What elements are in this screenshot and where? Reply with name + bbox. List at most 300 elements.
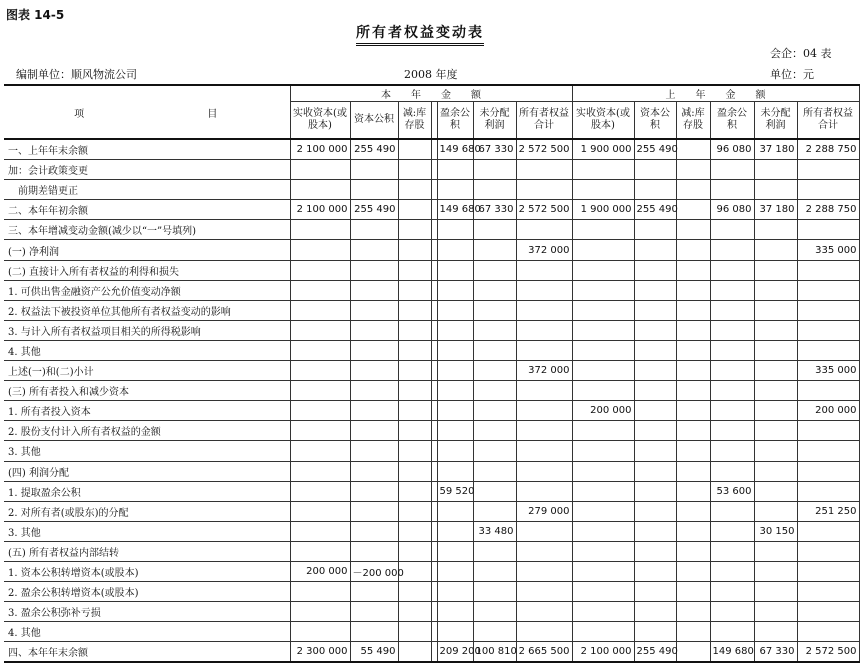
cell-current-treasury-stock — [398, 240, 431, 260]
table-row — [4, 541, 859, 561]
cell-prior-treasury-stock — [676, 541, 710, 561]
cell-current-treasury-stock — [398, 200, 431, 220]
cell-prior-total-equity — [797, 541, 859, 561]
cell-current-total-equity — [516, 260, 572, 280]
cell-current-paid-in-capital — [290, 602, 350, 622]
cell-current-capital-reserve: 255 490 — [350, 139, 398, 160]
cell-prior-capital-reserve — [634, 622, 676, 642]
cell-prior-paid-in-capital: 200 000 — [572, 401, 634, 421]
cell-current-paid-in-capital — [290, 220, 350, 240]
table-row — [4, 220, 859, 240]
cell-current-undistributed-profit — [473, 180, 516, 200]
cell-current-surplus-reserve — [437, 622, 473, 642]
col-header-total-equity: 所有者权益合计 — [516, 102, 572, 140]
cell-current-undistributed-profit — [473, 602, 516, 622]
cell-current-capital-reserve — [350, 180, 398, 200]
cell-prior-paid-in-capital — [572, 421, 634, 441]
current-year-header: 本 年 金 额 — [290, 85, 572, 102]
cell-prior-paid-in-capital — [572, 300, 634, 320]
cell-current-surplus-reserve — [437, 541, 473, 561]
cell-current-capital-reserve — [350, 300, 398, 320]
cell-current-total-equity — [516, 421, 572, 441]
cell-current-surplus-reserve — [437, 260, 473, 280]
table-row — [4, 461, 859, 481]
cell-current-total-equity: 372 000 — [516, 240, 572, 260]
col-header-capital-reserve-prior: 资本公积 — [634, 102, 676, 140]
row-label: 上述(一)和(二)小计 — [4, 361, 290, 381]
cell-current-surplus-reserve — [437, 521, 473, 541]
row-label: 2. 股份支付计入所有者权益的金额 — [4, 421, 290, 441]
cell-current-undistributed-profit — [473, 340, 516, 360]
cell-current-surplus-reserve: 149 680 — [437, 200, 473, 220]
cell-prior-surplus-reserve — [710, 160, 754, 180]
cell-current-undistributed-profit — [473, 240, 516, 260]
cell-prior-surplus-reserve — [710, 180, 754, 200]
cell-current-total-equity — [516, 521, 572, 541]
table-row — [4, 481, 859, 501]
cell-prior-total-equity: 335 000 — [797, 361, 859, 381]
row-label: 1. 所有者投入资本 — [4, 401, 290, 421]
col-header-treasury-stock: 减:库存股 — [398, 102, 431, 140]
cell-current-surplus-reserve — [437, 180, 473, 200]
cell-prior-undistributed-profit — [754, 421, 797, 441]
cell-prior-surplus-reserve: 149 680 — [710, 642, 754, 663]
cell-prior-total-equity — [797, 260, 859, 280]
cell-current-treasury-stock — [398, 280, 431, 300]
cell-prior-surplus-reserve — [710, 521, 754, 541]
cell-current-undistributed-profit — [473, 401, 516, 421]
cell-prior-treasury-stock — [676, 421, 710, 441]
table-row — [4, 561, 859, 581]
cell-prior-undistributed-profit: 37 180 — [754, 139, 797, 160]
cell-prior-total-equity — [797, 441, 859, 461]
cell-prior-surplus-reserve — [710, 320, 754, 340]
cell-prior-total-equity: 2 288 750 — [797, 200, 859, 220]
cell-prior-surplus-reserve — [710, 421, 754, 441]
cell-prior-total-equity — [797, 461, 859, 481]
cell-prior-total-equity — [797, 220, 859, 240]
table-row — [4, 160, 859, 180]
cell-prior-undistributed-profit — [754, 622, 797, 642]
cell-current-treasury-stock — [398, 501, 431, 521]
row-label: 3. 其他 — [4, 441, 290, 461]
row-label: 3. 其他 — [4, 521, 290, 541]
cell-current-surplus-reserve — [437, 401, 473, 421]
cell-prior-undistributed-profit — [754, 340, 797, 360]
table-row — [4, 139, 859, 160]
cell-prior-paid-in-capital — [572, 441, 634, 461]
cell-current-surplus-reserve — [437, 421, 473, 441]
document-title: 所有者权益变动表 — [356, 22, 484, 46]
cell-current-undistributed-profit — [473, 561, 516, 581]
cell-prior-surplus-reserve — [710, 260, 754, 280]
cell-prior-surplus-reserve — [710, 280, 754, 300]
col-header-surplus-reserve-prior: 盈余公积 — [710, 102, 754, 140]
cell-prior-paid-in-capital — [572, 280, 634, 300]
cell-current-surplus-reserve — [437, 361, 473, 381]
cell-current-treasury-stock — [398, 602, 431, 622]
cell-prior-total-equity — [797, 602, 859, 622]
cell-prior-paid-in-capital — [572, 260, 634, 280]
cell-prior-total-equity — [797, 180, 859, 200]
cell-current-undistributed-profit — [473, 381, 516, 401]
cell-prior-undistributed-profit — [754, 180, 797, 200]
cell-current-surplus-reserve — [437, 280, 473, 300]
cell-prior-undistributed-profit — [754, 582, 797, 602]
cell-prior-treasury-stock — [676, 461, 710, 481]
cell-current-undistributed-profit — [473, 441, 516, 461]
cell-prior-capital-reserve — [634, 280, 676, 300]
cell-current-treasury-stock — [398, 361, 431, 381]
cell-prior-capital-reserve — [634, 582, 676, 602]
cell-prior-undistributed-profit — [754, 501, 797, 521]
cell-prior-surplus-reserve — [710, 602, 754, 622]
cell-prior-surplus-reserve — [710, 300, 754, 320]
cell-current-surplus-reserve — [437, 602, 473, 622]
cell-current-surplus-reserve — [437, 220, 473, 240]
cell-current-total-equity: 2 665 500 — [516, 642, 572, 663]
prior-year-header: 上 年 金 额 — [572, 85, 859, 102]
cell-prior-surplus-reserve — [710, 461, 754, 481]
cell-prior-undistributed-profit: 37 180 — [754, 200, 797, 220]
cell-current-paid-in-capital — [290, 240, 350, 260]
cell-prior-capital-reserve — [634, 421, 676, 441]
cell-current-undistributed-profit — [473, 361, 516, 381]
cell-prior-treasury-stock — [676, 521, 710, 541]
cell-prior-undistributed-profit — [754, 361, 797, 381]
cell-prior-total-equity — [797, 582, 859, 602]
row-label: (五) 所有者权益内部结转 — [4, 541, 290, 561]
cell-current-treasury-stock — [398, 220, 431, 240]
row-label: (四) 利润分配 — [4, 461, 290, 481]
cell-current-capital-reserve — [350, 582, 398, 602]
cell-prior-treasury-stock — [676, 401, 710, 421]
cell-prior-undistributed-profit: 30 150 — [754, 521, 797, 541]
cell-current-capital-reserve: 255 490 — [350, 200, 398, 220]
cell-current-undistributed-profit — [473, 541, 516, 561]
cell-prior-capital-reserve — [634, 501, 676, 521]
cell-current-total-equity — [516, 300, 572, 320]
cell-prior-total-equity — [797, 481, 859, 501]
cell-prior-treasury-stock — [676, 320, 710, 340]
cell-current-treasury-stock — [398, 340, 431, 360]
row-label: 2. 对所有者(或股东)的分配 — [4, 501, 290, 521]
col-header-paid-in-capital: 实收资本(或股本) — [290, 102, 350, 140]
col-header-undistributed-profit-prior: 未分配利润 — [754, 102, 797, 140]
cell-current-paid-in-capital: 2 100 000 — [290, 200, 350, 220]
cell-prior-total-equity — [797, 340, 859, 360]
table-row — [4, 421, 859, 441]
cell-current-surplus-reserve: 59 520 — [437, 481, 473, 501]
cell-current-capital-reserve — [350, 160, 398, 180]
cell-prior-treasury-stock — [676, 441, 710, 461]
cell-prior-treasury-stock — [676, 180, 710, 200]
cell-current-paid-in-capital — [290, 541, 350, 561]
currency-unit: 单位：元 — [770, 68, 814, 81]
cell-current-capital-reserve — [350, 602, 398, 622]
cell-prior-undistributed-profit — [754, 602, 797, 622]
table-row — [4, 240, 859, 260]
cell-prior-capital-reserve — [634, 180, 676, 200]
cell-current-undistributed-profit: 67 330 — [473, 200, 516, 220]
col-header-surplus-reserve: 盈余公积 — [437, 102, 473, 140]
cell-prior-paid-in-capital — [572, 521, 634, 541]
row-label: 4. 其他 — [4, 340, 290, 360]
cell-prior-paid-in-capital — [572, 501, 634, 521]
cell-current-surplus-reserve — [437, 160, 473, 180]
cell-current-paid-in-capital — [290, 481, 350, 501]
cell-prior-undistributed-profit — [754, 541, 797, 561]
cell-current-treasury-stock — [398, 521, 431, 541]
cell-prior-capital-reserve — [634, 401, 676, 421]
cell-prior-surplus-reserve — [710, 240, 754, 260]
cell-prior-paid-in-capital — [572, 340, 634, 360]
cell-prior-treasury-stock — [676, 220, 710, 240]
cell-current-capital-reserve — [350, 361, 398, 381]
cell-prior-treasury-stock — [676, 501, 710, 521]
cell-prior-paid-in-capital — [572, 220, 634, 240]
cell-prior-total-equity: 251 250 — [797, 501, 859, 521]
cell-prior-undistributed-profit: 67 330 — [754, 642, 797, 663]
cell-prior-treasury-stock — [676, 260, 710, 280]
cell-current-capital-reserve — [350, 240, 398, 260]
cell-prior-capital-reserve: 255 490 — [634, 642, 676, 663]
cell-prior-treasury-stock — [676, 481, 710, 501]
cell-current-capital-reserve — [350, 260, 398, 280]
cell-current-total-equity — [516, 441, 572, 461]
row-label: 3. 盈余公积弥补亏损 — [4, 602, 290, 622]
cell-prior-treasury-stock — [676, 381, 710, 401]
cell-prior-total-equity — [797, 280, 859, 300]
cell-prior-total-equity — [797, 300, 859, 320]
row-label: 加：会计政策变更 — [4, 160, 290, 180]
cell-current-undistributed-profit — [473, 260, 516, 280]
cell-prior-treasury-stock — [676, 300, 710, 320]
row-label: 1. 可供出售金融资产公允价值变动净额 — [4, 280, 290, 300]
cell-prior-surplus-reserve — [710, 220, 754, 240]
cell-prior-undistributed-profit — [754, 401, 797, 421]
cell-current-capital-reserve — [350, 320, 398, 340]
cell-current-treasury-stock — [398, 582, 431, 602]
cell-prior-surplus-reserve — [710, 622, 754, 642]
table-row — [4, 361, 859, 381]
table-row — [4, 642, 859, 663]
cell-current-total-equity — [516, 401, 572, 421]
cell-current-treasury-stock — [398, 300, 431, 320]
cell-prior-treasury-stock — [676, 582, 710, 602]
cell-current-treasury-stock — [398, 622, 431, 642]
cell-current-undistributed-profit — [473, 280, 516, 300]
cell-current-capital-reserve — [350, 441, 398, 461]
cell-current-undistributed-profit — [473, 421, 516, 441]
cell-current-undistributed-profit — [473, 300, 516, 320]
cell-current-treasury-stock — [398, 441, 431, 461]
cell-prior-surplus-reserve — [710, 561, 754, 581]
cell-prior-paid-in-capital: 1 900 000 — [572, 200, 634, 220]
compiler-unit: 编制单位：顺风物流公司 — [16, 68, 137, 81]
cell-current-paid-in-capital — [290, 260, 350, 280]
cell-current-capital-reserve — [350, 622, 398, 642]
cell-prior-total-equity: 2 288 750 — [797, 139, 859, 160]
cell-current-treasury-stock — [398, 320, 431, 340]
cell-prior-treasury-stock — [676, 361, 710, 381]
cell-current-paid-in-capital: 2 300 000 — [290, 642, 350, 663]
cell-prior-total-equity — [797, 521, 859, 541]
cell-prior-treasury-stock — [676, 642, 710, 663]
cell-current-capital-reserve — [350, 521, 398, 541]
cell-prior-paid-in-capital: 2 100 000 — [572, 642, 634, 663]
cell-current-undistributed-profit: 33 480 — [473, 521, 516, 541]
cell-current-total-equity — [516, 340, 572, 360]
cell-current-paid-in-capital — [290, 180, 350, 200]
cell-current-paid-in-capital — [290, 521, 350, 541]
table-row — [4, 401, 859, 421]
cell-current-total-equity — [516, 602, 572, 622]
cell-prior-paid-in-capital — [572, 481, 634, 501]
cell-prior-undistributed-profit — [754, 280, 797, 300]
cell-current-undistributed-profit — [473, 461, 516, 481]
cell-prior-treasury-stock — [676, 240, 710, 260]
cell-current-surplus-reserve — [437, 340, 473, 360]
cell-current-paid-in-capital — [290, 401, 350, 421]
cell-current-paid-in-capital — [290, 280, 350, 300]
cell-prior-capital-reserve — [634, 481, 676, 501]
cell-current-total-equity — [516, 160, 572, 180]
cell-current-capital-reserve — [350, 220, 398, 240]
row-label: 4. 其他 — [4, 622, 290, 642]
cell-prior-treasury-stock — [676, 160, 710, 180]
row-label: 3. 与计入所有者权益项目相关的所得税影响 — [4, 320, 290, 340]
row-label: 二、本年年初余额 — [4, 200, 290, 220]
cell-current-capital-reserve — [350, 280, 398, 300]
cell-current-treasury-stock — [398, 421, 431, 441]
row-label: (二) 直接计入所有者权益的利得和损失 — [4, 260, 290, 280]
cell-prior-paid-in-capital — [572, 320, 634, 340]
cell-current-total-equity — [516, 541, 572, 561]
cell-prior-capital-reserve — [634, 602, 676, 622]
cell-current-treasury-stock — [398, 481, 431, 501]
cell-current-capital-reserve — [350, 421, 398, 441]
table-row — [4, 200, 859, 220]
cell-current-capital-reserve — [350, 401, 398, 421]
cell-prior-paid-in-capital — [572, 582, 634, 602]
cell-current-capital-reserve — [350, 340, 398, 360]
cell-prior-surplus-reserve: 53 600 — [710, 481, 754, 501]
cell-prior-treasury-stock — [676, 139, 710, 160]
cell-prior-capital-reserve — [634, 441, 676, 461]
cell-current-surplus-reserve — [437, 320, 473, 340]
table-row — [4, 501, 859, 521]
cell-prior-undistributed-profit — [754, 240, 797, 260]
cell-current-treasury-stock — [398, 541, 431, 561]
cell-prior-capital-reserve — [634, 160, 676, 180]
cell-current-treasury-stock — [398, 260, 431, 280]
cell-prior-undistributed-profit — [754, 160, 797, 180]
cell-current-undistributed-profit: 100 810 — [473, 642, 516, 663]
cell-current-capital-reserve — [350, 541, 398, 561]
cell-current-paid-in-capital — [290, 340, 350, 360]
table-body — [4, 139, 859, 662]
cell-current-treasury-stock — [398, 139, 431, 160]
cell-current-total-equity — [516, 622, 572, 642]
cell-current-surplus-reserve — [437, 582, 473, 602]
table-row — [4, 582, 859, 602]
cell-prior-capital-reserve — [634, 521, 676, 541]
row-label: 四、本年年末余额 — [4, 642, 290, 663]
cell-current-total-equity — [516, 280, 572, 300]
table-row — [4, 622, 859, 642]
row-label: 2. 盈余公积转增资本(或股本) — [4, 582, 290, 602]
cell-current-surplus-reserve — [437, 381, 473, 401]
cell-prior-paid-in-capital — [572, 461, 634, 481]
cell-prior-paid-in-capital — [572, 361, 634, 381]
cell-current-paid-in-capital: 200 000 — [290, 561, 350, 581]
cell-current-paid-in-capital — [290, 381, 350, 401]
cell-prior-undistributed-profit — [754, 381, 797, 401]
cell-current-undistributed-profit — [473, 582, 516, 602]
cell-current-total-equity — [516, 561, 572, 581]
cell-prior-treasury-stock — [676, 200, 710, 220]
cell-prior-capital-reserve — [634, 561, 676, 581]
cell-prior-surplus-reserve: 96 080 — [710, 200, 754, 220]
cell-current-surplus-reserve — [437, 561, 473, 581]
cell-current-treasury-stock — [398, 180, 431, 200]
cell-prior-total-equity: 2 572 500 — [797, 642, 859, 663]
item-header: 项 目 — [4, 85, 290, 139]
cell-prior-total-equity — [797, 561, 859, 581]
cell-prior-total-equity — [797, 421, 859, 441]
cell-prior-surplus-reserve — [710, 361, 754, 381]
cell-prior-treasury-stock — [676, 602, 710, 622]
col-header-paid-in-capital-prior: 实收资本(或股本) — [572, 102, 634, 140]
cell-current-total-equity: 2 572 500 — [516, 139, 572, 160]
cell-prior-capital-reserve — [634, 381, 676, 401]
cell-current-undistributed-profit — [473, 220, 516, 240]
cell-current-paid-in-capital — [290, 622, 350, 642]
cell-prior-undistributed-profit — [754, 481, 797, 501]
table-row — [4, 320, 859, 340]
cell-prior-surplus-reserve — [710, 340, 754, 360]
row-label: 1. 资本公积转增资本(或股本) — [4, 561, 290, 581]
col-header-undistributed-profit: 未分配利润 — [473, 102, 516, 140]
cell-current-capital-reserve — [350, 381, 398, 401]
row-label: 前期差错更正 — [4, 180, 290, 200]
cell-prior-capital-reserve — [634, 260, 676, 280]
cell-prior-paid-in-capital — [572, 602, 634, 622]
cell-prior-total-equity: 200 000 — [797, 401, 859, 421]
cell-prior-surplus-reserve — [710, 441, 754, 461]
cell-prior-treasury-stock — [676, 340, 710, 360]
cell-prior-treasury-stock — [676, 280, 710, 300]
cell-current-total-equity — [516, 180, 572, 200]
cell-current-paid-in-capital — [290, 320, 350, 340]
table-row — [4, 441, 859, 461]
table-row — [4, 280, 859, 300]
cell-prior-capital-reserve — [634, 320, 676, 340]
cell-prior-total-equity — [797, 622, 859, 642]
cell-prior-surplus-reserve — [710, 501, 754, 521]
cell-current-total-equity — [516, 381, 572, 401]
cell-current-paid-in-capital — [290, 361, 350, 381]
cell-prior-capital-reserve — [634, 541, 676, 561]
cell-current-paid-in-capital — [290, 461, 350, 481]
cell-current-paid-in-capital — [290, 160, 350, 180]
cell-prior-paid-in-capital — [572, 561, 634, 581]
cell-prior-paid-in-capital: 1 900 000 — [572, 139, 634, 160]
cell-current-undistributed-profit — [473, 622, 516, 642]
cell-prior-surplus-reserve — [710, 582, 754, 602]
cell-prior-paid-in-capital — [572, 541, 634, 561]
